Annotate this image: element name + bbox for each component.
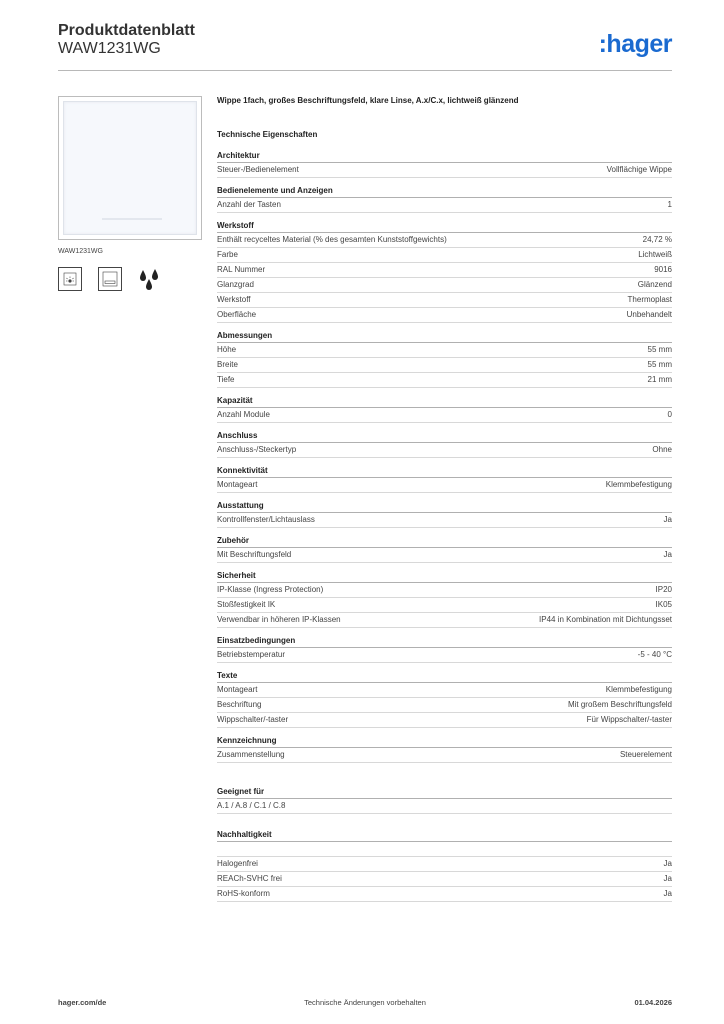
spec-key: Montageart <box>217 480 258 489</box>
spec-key: Halogenfrei <box>217 859 258 868</box>
spec-key: Höhe <box>217 345 237 354</box>
spec-groups <box>217 151 672 902</box>
spec-value: Glänzend <box>637 280 672 289</box>
spec-group-title: Kapazität <box>217 396 672 408</box>
spec-group-title: Nachhaltigkeit <box>217 830 672 842</box>
spec-key: Stoßfestigkeit IK <box>217 600 276 609</box>
spec-group <box>217 396 672 423</box>
spec-row <box>217 613 672 628</box>
spec-key: Enthält recyceltes Material (% des gesamten Kunststoffgewichts) <box>217 235 447 244</box>
spec-value: Thermoplast <box>627 295 672 304</box>
product-column <box>58 96 202 297</box>
spec-value: Vollflächige Wippe <box>606 165 672 174</box>
spec-row <box>217 263 672 278</box>
spec-value: IK05 <box>655 600 672 609</box>
spec-key: Anzahl Module <box>217 410 270 419</box>
label-field-icon <box>98 267 122 291</box>
spec-value: Für Wippschalter/-taster <box>586 715 672 724</box>
product-image-frame <box>58 96 202 240</box>
spec-group-title: Werkstoff <box>217 221 672 233</box>
spec-key: Mit Beschriftungsfeld <box>217 550 292 559</box>
technical-properties-heading: Technische Eigenschaften <box>217 130 318 139</box>
spec-row <box>217 887 672 902</box>
spec-group-title: Konnektivität <box>217 466 672 478</box>
header-divider <box>58 70 672 71</box>
spec-group <box>217 501 672 528</box>
spec-group-title: Geeignet für <box>217 787 672 799</box>
spec-key: Anzahl der Tasten <box>217 200 281 209</box>
spec-group-title: Einsatzbedingungen <box>217 636 672 648</box>
light-indicator-icon <box>58 267 82 291</box>
spec-value: 21 mm <box>647 375 672 384</box>
spec-value: 55 mm <box>647 345 672 354</box>
spec-value: Klemmbefestigung <box>605 685 672 694</box>
spec-row <box>217 443 672 458</box>
spec-key: Kontrollfenster/Lichtauslass <box>217 515 315 524</box>
spec-group-title: Anschluss <box>217 431 672 443</box>
spec-key: Zusammenstellung <box>217 750 285 759</box>
spec-key: Glanzgrad <box>217 280 254 289</box>
spec-row <box>217 478 672 493</box>
spec-row <box>217 799 672 814</box>
spec-row <box>217 308 672 323</box>
spec-key: Steuer-/Bedienelement <box>217 165 299 174</box>
spec-group-title: Architektur <box>217 151 672 163</box>
spec-row <box>217 648 672 663</box>
spec-group <box>217 221 672 323</box>
spec-key: REACh-SVHC frei <box>217 874 282 883</box>
spec-row <box>217 598 672 613</box>
hager-logo: :hager <box>598 30 672 58</box>
spec-value: Ohne <box>652 445 672 454</box>
product-image <box>63 101 197 235</box>
spec-group <box>217 151 672 178</box>
article-number: WAW1231WG <box>58 40 161 57</box>
spec-row <box>217 163 672 178</box>
spec-column <box>217 96 672 902</box>
footer-date: 01.04.2026 <box>634 998 672 1007</box>
spec-key: Anschluss-/Steckertyp <box>217 445 297 454</box>
spec-key: Montageart <box>217 685 258 694</box>
spec-row <box>217 748 672 763</box>
spec-value: IP44 in Kombination mit Dichtungsset <box>539 615 672 624</box>
spec-key: A.1 / A.8 / C.1 / C.8 <box>217 801 286 810</box>
spec-group <box>217 671 672 728</box>
spec-group <box>217 466 672 493</box>
spec-row <box>217 842 672 857</box>
spec-key: RoHS-konform <box>217 889 270 898</box>
page-footer <box>58 998 672 1010</box>
spec-group <box>217 536 672 563</box>
spec-group <box>217 787 672 814</box>
spec-row <box>217 373 672 388</box>
spec-row <box>217 872 672 887</box>
spec-value: Steuerelement <box>619 750 672 759</box>
spec-key: Tiefe <box>217 375 235 384</box>
spec-row <box>217 343 672 358</box>
footer-url[interactable]: hager.com/de <box>58 998 107 1007</box>
spec-value: IP20 <box>655 585 672 594</box>
spec-value: -5 - 40 °C <box>637 650 672 659</box>
page-header <box>58 20 672 70</box>
spec-value: Ja <box>663 859 672 868</box>
spec-row <box>217 278 672 293</box>
spec-row <box>217 408 672 423</box>
spec-key: Betriebstemperatur <box>217 650 286 659</box>
spec-group <box>217 736 672 763</box>
spec-key: RAL Nummer <box>217 265 266 274</box>
spec-row <box>217 248 672 263</box>
spec-row <box>217 198 672 213</box>
spec-group-title: Kennzeichnung <box>217 736 672 748</box>
label-field-mark <box>102 218 162 220</box>
spec-group <box>217 636 672 663</box>
spec-row <box>217 233 672 248</box>
product-headline: Wippe 1fach, großes Beschriftungsfeld, klare Linse, A.x/C.x, lichtweiß glänzend <box>217 96 519 105</box>
spec-key: Verwendbar in höheren IP-Klassen <box>217 615 341 624</box>
spec-value: Klemmbefestigung <box>605 480 672 489</box>
spec-key: Beschriftung <box>217 700 262 709</box>
water-drops-icon <box>137 267 161 291</box>
spec-value: 9016 <box>654 265 672 274</box>
spec-value: Mit großem Beschriftungsfeld <box>567 700 672 709</box>
spec-value: 24,72 % <box>642 235 672 244</box>
spec-group <box>217 431 672 458</box>
spec-row <box>217 513 672 528</box>
spec-row <box>217 713 672 728</box>
document-title: Produktdatenblatt <box>58 22 195 39</box>
spec-group-title: Ausstattung <box>217 501 672 513</box>
footer-note: Technische Änderungen vorbehalten <box>304 998 426 1007</box>
spec-value: Ja <box>663 874 672 883</box>
spec-key: Werkstoff <box>217 295 251 304</box>
spec-key: Wippschalter/-taster <box>217 715 289 724</box>
spec-group-title: Texte <box>217 671 672 683</box>
spec-row <box>217 683 672 698</box>
spec-group-title: Abmessungen <box>217 331 672 343</box>
spec-value: Ja <box>663 889 672 898</box>
spec-value: 55 mm <box>647 360 672 369</box>
spec-group <box>217 331 672 388</box>
spec-row <box>217 583 672 598</box>
spec-key: Oberfläche <box>217 310 257 319</box>
feature-icons <box>58 267 202 297</box>
spec-group <box>217 830 672 902</box>
spec-key: Breite <box>217 360 238 369</box>
spec-key: Farbe <box>217 250 238 259</box>
spec-value: Ja <box>663 550 672 559</box>
spec-row <box>217 548 672 563</box>
spec-value: Unbehandelt <box>626 310 672 319</box>
spec-group-title: Bedienelemente und Anzeigen <box>217 186 672 198</box>
spec-value: 0 <box>667 410 672 419</box>
spec-row <box>217 358 672 373</box>
spec-group <box>217 186 672 213</box>
spec-group-title: Sicherheit <box>217 571 672 583</box>
spec-value: 1 <box>667 200 672 209</box>
spec-key: IP-Klasse (Ingress Protection) <box>217 585 324 594</box>
spec-value: Ja <box>663 515 672 524</box>
spec-value: Lichtweiß <box>638 250 672 259</box>
spec-row <box>217 698 672 713</box>
spec-row <box>217 857 672 872</box>
product-code: WAW1231WG <box>58 248 103 255</box>
spec-row <box>217 293 672 308</box>
spec-group-title: Zubehör <box>217 536 672 548</box>
spec-group <box>217 571 672 628</box>
